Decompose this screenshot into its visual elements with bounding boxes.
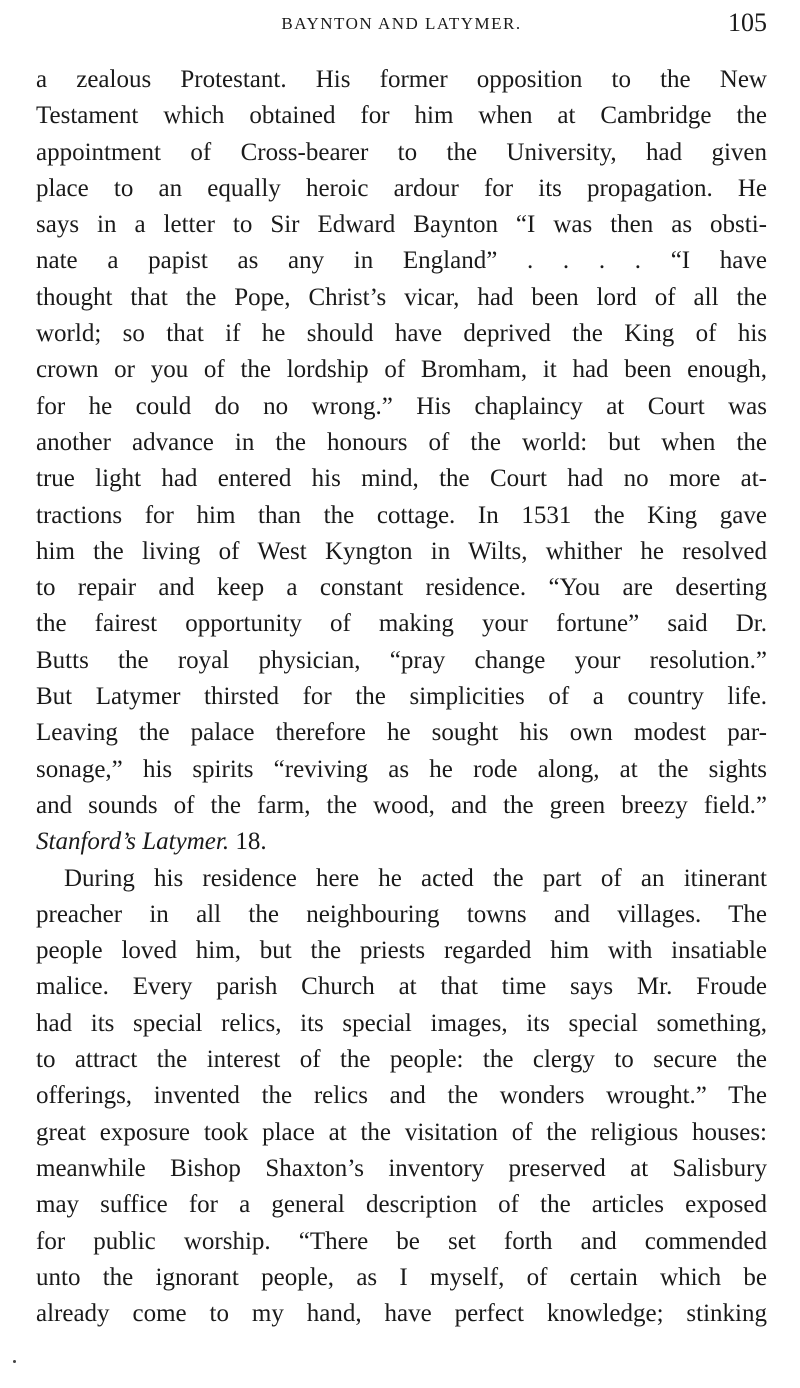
paragraph-first-line: During his residence here he acted the part of an itinerant [64,864,767,892]
text-line: tractions for him than the cottage. In 1531 the King gave [36,501,767,529]
text-line: and sounds of the farm, the wood, and the green breezy field.” [36,791,767,819]
text-line: had its special relics, its special images, its special something, [36,1009,767,1037]
text-line: appointment of Cross-bearer to the University, had given [36,138,767,166]
text-line: already come to my hand, have perfect knowledge; stinking [36,1300,767,1328]
text-line: sonage,” his spirits “reviving as he rode along, at the sights [36,755,767,783]
text-line: Leaving the palace therefore he sought his own modest par- [36,719,767,747]
text-line: great exposure took place at the visitation of the religious houses: [36,1118,767,1146]
text-line: says in a letter to Sir Edward Baynton “I was then as obsti- [36,211,767,239]
body-text [36,62,767,1332]
text-line: him the living of West Kyngton in Wilts, whither he resolved [36,537,767,565]
text-line: the fairest opportunity of making your fortune” said Dr. [36,610,767,638]
text-line: crown or you of the lordship of Bromham, it had been enough, [36,356,767,384]
text-line: offerings, invented the relics and the wonders wrought.” The [36,1082,767,1110]
text-line: for public worship. “There be set forth and commended [36,1227,767,1255]
citation-line [36,824,767,860]
citation-source: Stanford’s Latymer. [36,828,230,856]
text-line: for he could do no wrong.” His chaplaincy at Court was [36,392,767,420]
text-line: nate a papist as any in England” . . . . “I have [36,247,767,275]
text-line: But Latymer thirsted for the simplicities of a country life. [36,683,767,711]
running-head: BAYNTON AND LATYMER. [281,14,522,33]
text-line: meanwhile Bishop Shaxton’s inventory preserved at Salisbury [36,1154,767,1182]
text-line: to attract the interest of the people: the clergy to secure the [36,1046,767,1074]
citation-page: 18. [229,828,267,856]
text-line: malice. Every parish Church at that time says Mr. Froude [36,973,767,1001]
text-line: people loved him, but the priests regarded him with insatiable [36,937,767,965]
text-line: world; so that if he should have deprived the King of his [36,320,767,348]
text-line: unto the ignorant people, as I myself, of certain which be [36,1263,767,1291]
text-line: another advance in the honours of the world: but when the [36,428,767,456]
text-line: true light had entered his mind, the Court had no more at- [36,465,767,493]
text-line: Butts the royal physician, “pray change your resolution.” [36,646,767,674]
text-line: place to an equally heroic ardour for its propagation. He [36,174,767,202]
page-number: 105 [728,8,767,37]
text-line: a zealous Protestant. His former opposition to the New [36,66,767,93]
text-line: Testament which obtained for him when at Cambridge the [36,102,767,130]
text-line: thought that the Pope, Christ’s vicar, had been lord of all the [36,283,767,311]
page-header [36,8,767,44]
text-line: may suffice for a general description of the articles exposed [36,1191,767,1219]
text-line: preacher in all the neighbouring towns and villages. The [36,900,767,928]
ink-speck [13,1360,16,1363]
text-line: to repair and keep a constant residence. “You are deserting [36,574,767,602]
